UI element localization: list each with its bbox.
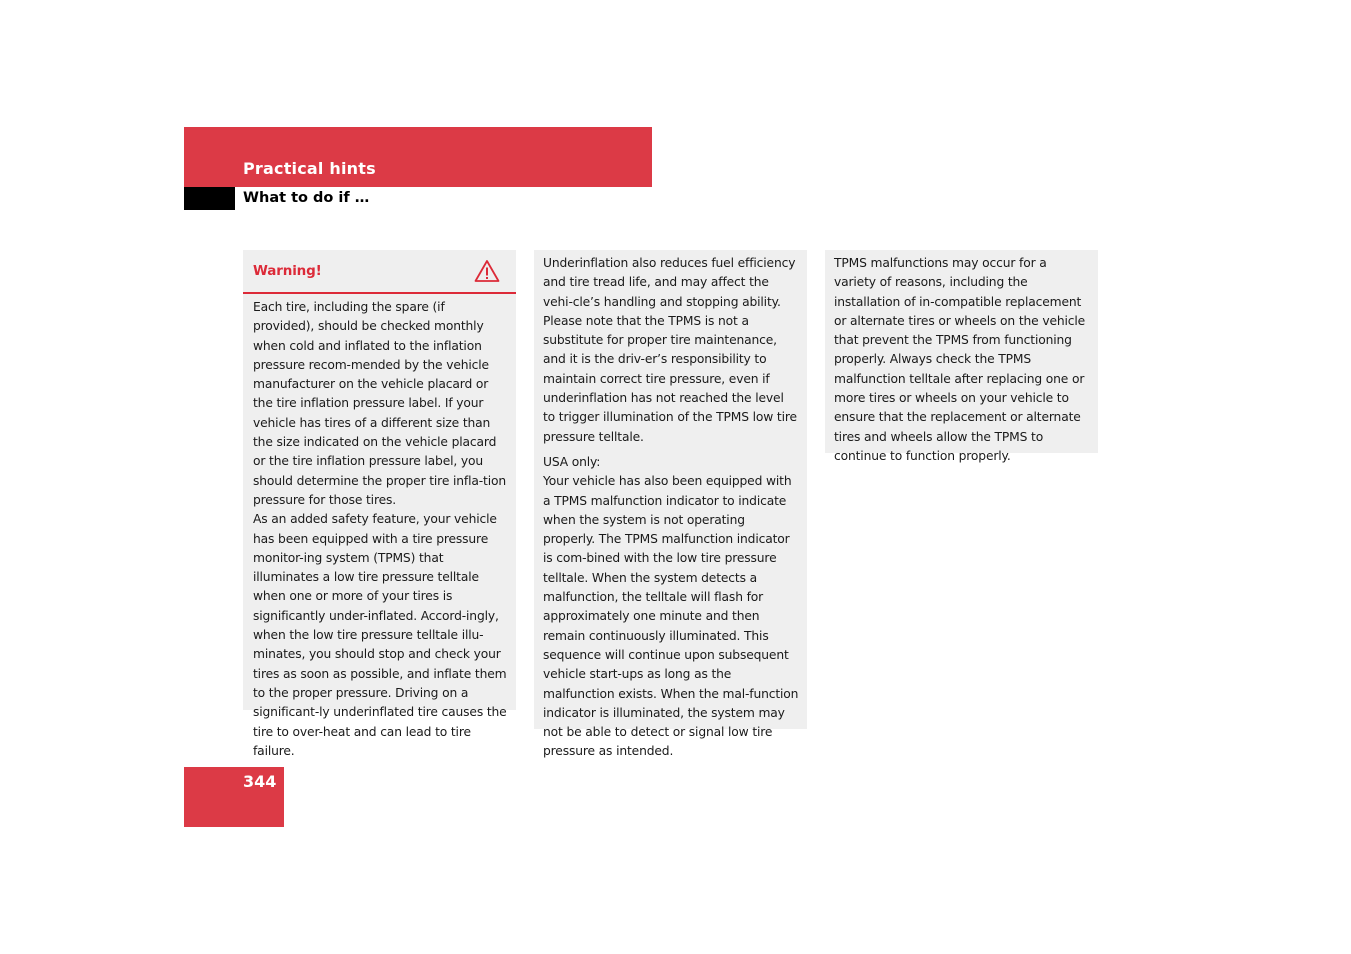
body-paragraph: Underinflation also reduces fuel efficiency and tire tread life, and may affect the vehi-cle’s handling and stopping ability. Please note that the TPMS is not a substitute for proper tire maintenance, and it is the driv-er’s responsibility to maintain correct tire pressure, even if underinflation has not reached the level to trigger illumination of the TPMS low tire pressure telltale. [543, 256, 797, 444]
region-note: USA only: [543, 454, 601, 469]
warning-header [243, 250, 516, 294]
warning-box [243, 250, 516, 758]
body-paragraph: TPMS malfunctions may occur for a variety of reasons, including the installation of in-compatible replacement or alternate tires or wheels on the vehicle that prevent the TPMS from functioning properly. Always check the TPMS malfunction telltale after replacing one or more tires or wheels on your vehicle to ensure that the replacement or alternate tires and wheels allow the TPMS to continue to function properly. [834, 256, 1086, 463]
section-title: Practical hints [243, 159, 376, 178]
text-box-column-3 [825, 250, 1098, 463]
warning-triangle-icon [474, 259, 500, 283]
warning-body [243, 294, 516, 761]
header-band [184, 127, 652, 187]
warning-title: Warning! [253, 263, 322, 279]
warning-paragraph: As an added safety feature, your vehicle has been equipped with a tire pressure monitor-ing system (TPMS) that illuminates a low tire pressure telltale when one or more of your tires is significantly under-inflated. Accord-ingly, when the low tire pressure telltale illu-minates, you should stop and check your tires as soon as possible, and inflate them to the proper pressure. Driving on a significant-ly underinflated tire causes the tire to over-heat and can lead to tire failure. [253, 512, 507, 758]
section-tab-marker [184, 187, 235, 210]
body-paragraph: Your vehicle has also been equipped with a TPMS malfunction indicator to indicate when the system is not operating properly. The TPMS malfunction indicator is com-bined with the low tire pressure telltale. When the system detects a malfunction, the telltale will flash for approximately one minute and then remain continuously illuminated. This sequence will continue upon subsequent vehicle start-ups as long as the malfunction exists. When the mal-function indicator is illuminated, the system may not be able to detect or signal low tire pressure as intended. [543, 474, 799, 759]
text-box-column-2 [534, 250, 807, 759]
page-number: 344 [243, 772, 277, 791]
subsection-title: What to do if … [243, 190, 370, 206]
warning-paragraph: Each tire, including the spare (if provided), should be checked monthly when cold and inflated to the inflation pressure recom-mended by the vehicle manufacturer on the vehicle placard or the tire inflation pressure label. If your vehicle has tires of a different size than the size indicated on the vehicle placard or the tire inflation pressure label, you should determine the proper tire infla-tion pressure for those tires. [253, 300, 506, 507]
